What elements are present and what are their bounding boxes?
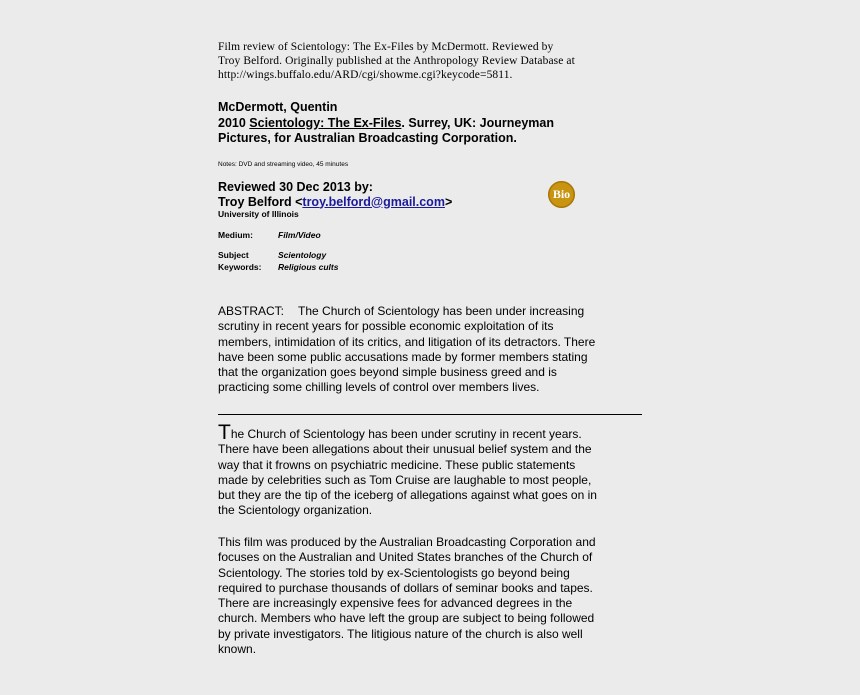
medium-value: Film/Video (278, 230, 321, 240)
keywords-value: Religious cults (278, 262, 339, 272)
bio-button[interactable] (548, 181, 575, 208)
abstract-line: have been some public accusations made by former members stating (218, 349, 588, 364)
reviewed-date: Reviewed 30 Dec 2013 by: (218, 180, 373, 194)
paragraph-line: The Church of Scientology has been under scrutiny in recent years. (218, 421, 582, 444)
keywords-key: Keywords: (218, 262, 262, 272)
work-publisher: . Surrey, UK: Journeyman (401, 115, 555, 130)
paragraph-line: way that it frowns on psychiatric medicine. These public statements (218, 457, 576, 472)
paragraph-line: made by celebrities such as Tom Cruise are laughable to most people, (218, 472, 592, 487)
work-title-line (218, 116, 638, 132)
abstract-line: scrutiny in recent years for possible economic exploitation of its (218, 319, 554, 334)
reviewer-email-close: > (444, 194, 453, 209)
keywords-row (218, 261, 338, 273)
paragraph-line: There are increasingly expensive fees for advanced degrees in the (218, 596, 573, 611)
body-paragraph-1 (218, 421, 642, 519)
medium-row (218, 229, 321, 241)
abstract-line: ABSTRACT: The Church of Scientology has been under increasing (218, 304, 585, 318)
medium-key: Medium: (218, 230, 253, 240)
work-reference (218, 100, 638, 147)
subject-key: Subject (218, 250, 249, 260)
paragraph-line: by private investigators. The litigious nature of the church is also well (218, 626, 583, 641)
reviewer-line (218, 195, 538, 210)
notes-line: Notes: DVD and streaming video, 45 minutes (218, 161, 349, 168)
review-info (218, 180, 538, 220)
work-year: 2010 (218, 115, 246, 130)
work-publisher-cont: Pictures, for Australian Broadcasting Corporation. (218, 131, 517, 145)
body-paragraph-2 (218, 535, 642, 657)
section-divider (218, 414, 642, 415)
abstract-label: ABSTRACT: (218, 304, 285, 318)
work-author: McDermott, Quentin (218, 100, 338, 114)
paragraph-line: known. (218, 642, 257, 657)
citation-line: http://wings.buffalo.edu/ARD/cgi/showme.cgi?keycode=5811. (218, 69, 513, 81)
citation-line: Troy Belford. Originally published at the Anthropology Review Database at (218, 55, 575, 67)
subject-value: Scientology (278, 250, 327, 260)
drop-cap: T (218, 421, 231, 444)
abstract-line: practicing some chilling levels of control over members lives. (218, 380, 540, 395)
paragraph-line: Scientology. The stories told by ex-Scientologists go beyond being (218, 565, 570, 580)
abstract (218, 304, 638, 396)
paragraph-line: church. Members who have left the group are subject to being followed (218, 611, 595, 626)
paragraph-line: This film was produced by the Australian Broadcasting Corporation and (218, 535, 596, 549)
abstract-line: that the organization goes beyond simple business greed and is (218, 365, 557, 380)
reviewer-email-link[interactable]: troy.belford@gmail.com (302, 194, 445, 209)
reviewer-name: Troy Belford < (218, 194, 303, 209)
work-title: Scientology: The Ex-Files (249, 115, 402, 130)
bio-label: Bio (552, 187, 571, 201)
abstract-line: members, intimidation of its critics, and litigation of its detractors. There (218, 334, 596, 349)
citation-line: Film review of Scientology: The Ex-Files by McDermott. Reviewed by (218, 41, 554, 53)
paragraph-line: but they are the tip of the iceberg of allegations against what goes on in (218, 488, 597, 503)
paragraph-line: the Scientology organization. (218, 503, 373, 518)
paragraph-line: There have been allegations about their unusual belief system and the (218, 442, 592, 457)
paragraph-line: required to purchase thousands of dollars of seminar books and tapes. (218, 580, 593, 595)
subject-row (218, 249, 326, 261)
citation-header (218, 40, 618, 82)
paragraph-line: focuses on the Australian and United States branches of the Church of (218, 550, 593, 565)
reviewer-university: University of Illinois (218, 209, 299, 219)
